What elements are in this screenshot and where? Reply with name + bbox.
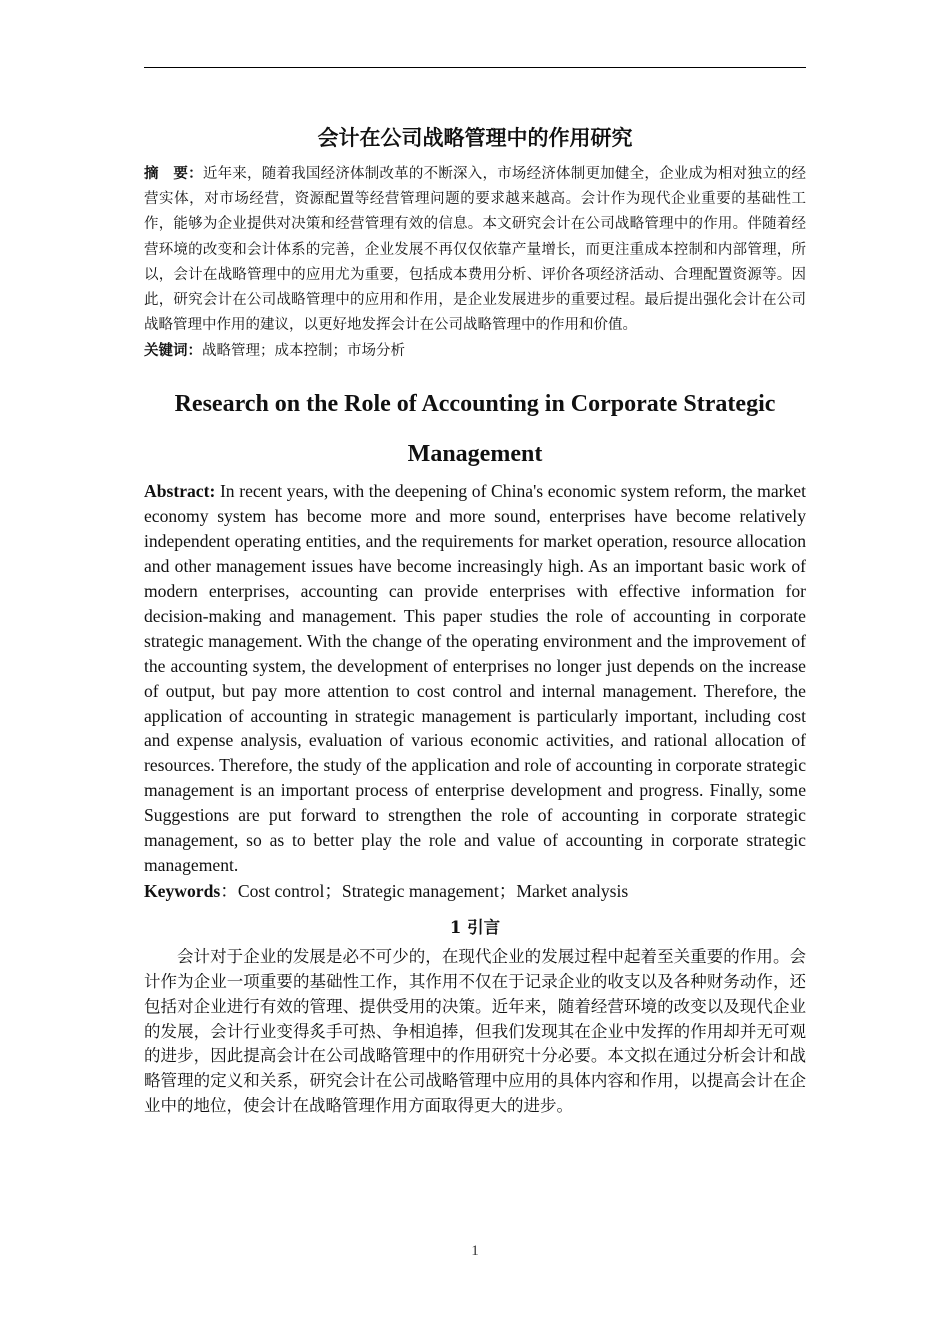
english-abstract-label: Abstract: bbox=[144, 481, 216, 502]
page-content bbox=[144, 120, 806, 1119]
chinese-abstract bbox=[144, 162, 806, 338]
chinese-keywords bbox=[144, 339, 806, 363]
chinese-abstract-label: 摘 要： bbox=[144, 166, 203, 182]
section-heading-introduction: 1 引言 bbox=[449, 917, 501, 937]
english-title: Research on the Role of Accounting in Corporate Strategic Management bbox=[174, 391, 776, 468]
english-abstract bbox=[144, 479, 806, 878]
introduction-paragraph: 会计对于企业的发展是必不可少的，在现代企业的发展过程中起着至关重要的作用。会计作为企业一项重要的基础性工作，其作用不仅在于记录企业的收支以及各种财务动作，还包括对企业进行有效的管理、提供受用的决策。近年来，随着经营环境的改变以及现代企业的发展，会计行业变得炙手可热、争相追捧，但我们发现其在企业中发挥的作用却并无可观的进步，因此提高会计在公司战略管理中的作用研究十分必要。本文拟在通过分析会计和战略管理的定义和关系，研究会计在公司战略管理中应用的具体内容和作用，以提高会计在企业中的地位，使会计在战略管理作用方面取得更大的进步。 bbox=[144, 946, 806, 1116]
english-keywords bbox=[144, 879, 806, 904]
page-number: 1 bbox=[471, 1243, 479, 1259]
english-keywords-text: ：Cost control；Strategic management；Market analysis bbox=[220, 880, 629, 901]
chinese-keywords-label: 关键词： bbox=[144, 343, 202, 360]
chinese-title: 会计在公司战略管理中的作用研究 bbox=[317, 126, 633, 150]
header-rule bbox=[144, 67, 806, 68]
chinese-abstract-text: 近年来，随着我国经济体制改革的不断深入，市场经济体制更加健全，企业成为相对独立的经营实体，对市场经营，资源配置等经营管理问题的要求越来越高。会计作为现代企业重要的基础性工作，能够为企业提供对决策和经营管理有效的信息。本文研究会计在公司战略管理中的作用。伴随着经营环境的改变和会计体系的完善，企业发展不再仅仅依靠产量增长，而更注重成本控制和内部管理，所以，会计在战略管理中的应用尤为重要，包括成本费用分析、评价各项经济活动、合理配置资源等。因此，研究会计在公司战略管理中的应用和作用，是企业发展进步的重要过程。最后提出强化会计在公司战略管理中作用的建议，以更好地发挥会计在公司战略管理中的作用和价值。 bbox=[144, 166, 807, 334]
english-abstract-text: In recent years, with the deepening of China's economic system reform, the market economy system has become more and more sound, enterprises have become relatively independent operating entities, and the requirements for market operation, resource allocation and other management issues have become increasingly high. As an important basic work of modern enterprises, accounting can provide enterprises with effective information for decision-making and management. This paper studies the role of accounting in corporate strategic management. With the change of the operating environment and the improvement of the accounting system, the development of enterprises no longer just depends on the increase of output, but pay more attention to cost control and internal management. Therefore, the application of accounting in strategic management is particularly important, including cost and expense analysis, evaluation of various economic activities, and rational allocation of resources. Therefore, the study of the application and role of accounting in corporate strategic management is an important process of enterprise development and progress. Finally, some Suggestions are put forward to strengthen the role of accounting in corporate strategic management, so as to better play the role and value of accounting in corporate strategic management. bbox=[144, 481, 806, 876]
chinese-keywords-text: 战略管理；成本控制；市场分析 bbox=[202, 343, 405, 360]
english-keywords-label: Keywords bbox=[144, 880, 221, 901]
